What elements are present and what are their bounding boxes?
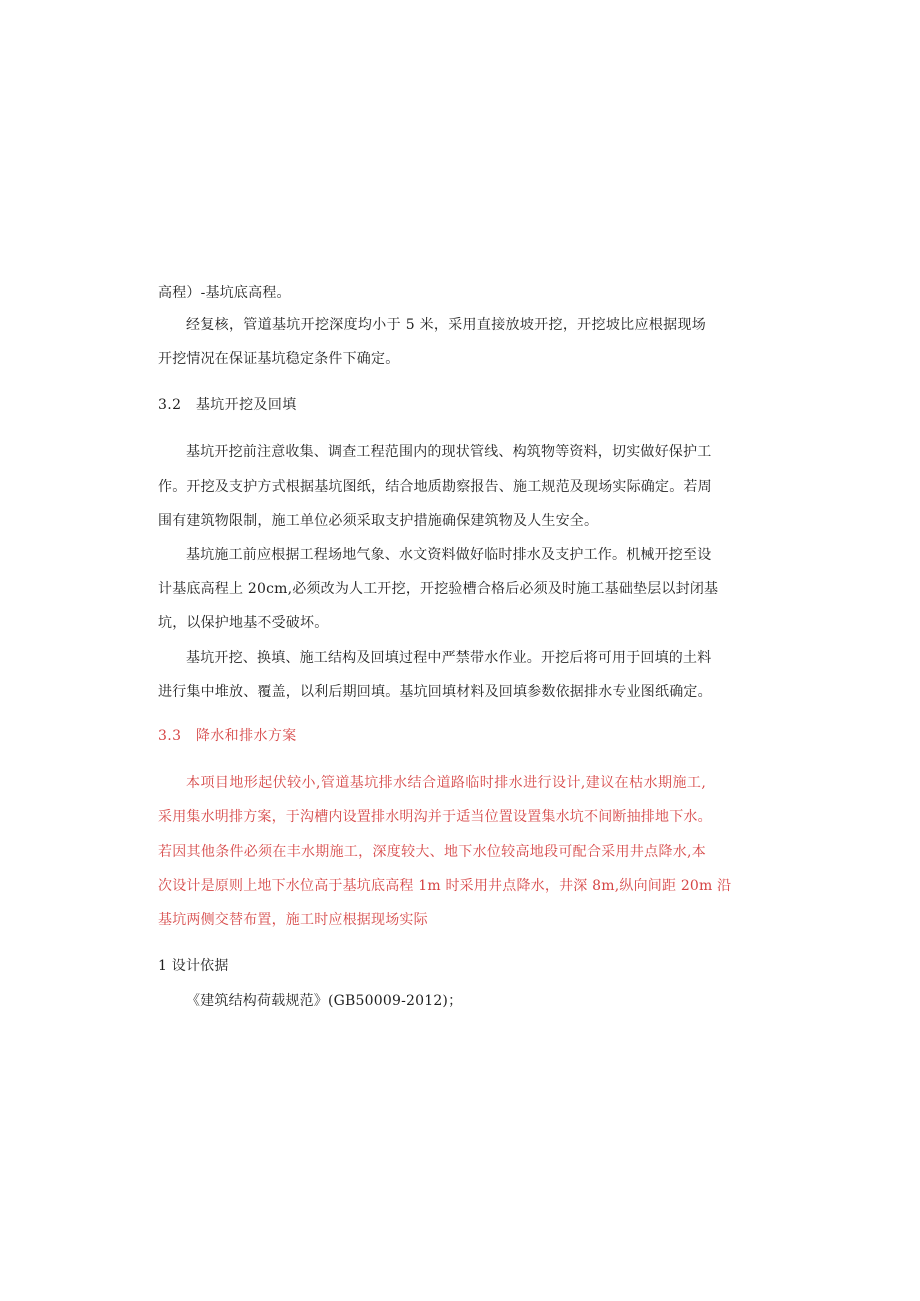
paragraph-drainage-prep-line-2: 计基底高程上 20cm,必须改为人工开挖，开挖验槽合格后必须及时施工基础垫层以封闭基: [158, 581, 719, 597]
section-heading-3-3: 3.3 降水和排水方案: [158, 728, 297, 744]
paragraph-dewatering-line-4: 次设计是原则上地下水位高于基坑底高程 1m 时采用井点降水，井深 8m,纵向间距 20m 沿: [158, 878, 732, 894]
paragraph-backfill-line-1: 基坑开挖、换填、施工结构及回填过程中严禁带水作业。开挖后将可用于回填的土料: [186, 650, 712, 666]
paragraph-excavation-line-3: 围有建筑物限制，施工单位必须采取支护措施确保建筑物及人生安全。: [158, 513, 599, 529]
paragraph-dewatering-line-5: 基坑两侧交替布置，施工时应根据现场实际: [158, 912, 428, 928]
section-heading-3-2: 3.2 基坑开挖及回填: [158, 397, 297, 413]
paragraph-review-line-1: 经复核，管道基坑开挖深度均小于 5 米，采用直接放坡开挖，开挖坡比应根据现场: [186, 317, 706, 333]
paragraph-dewatering-line-2: 采用集水明排方案，于沟槽内设置排水明沟并于适当位置设置集水坑不间断抽排地下水。: [158, 809, 712, 825]
paragraph-drainage-prep-line-1: 基坑施工前应根据工程场地气象、水文资料做好临时排水及支护工作。机械开挖至设: [186, 547, 712, 563]
reference-item-load-code: 《建筑结构荷载规范》(GB50009-2012)；: [186, 993, 463, 1009]
paragraph-backfill-line-2: 进行集中堆放、覆盖，以利后期回填。基坑回填材料及回填参数依据排水专业图纸确定。: [158, 684, 712, 700]
paragraph-dewatering-line-3: 若因其他条件必须在丰水期施工，深度较大、地下水位较高地段可配合采用井点降水,本: [158, 844, 706, 860]
paragraph-excavation-line-2: 作。开挖及支护方式根据基坑图纸，结合地质勘察报告、施工规范及现场实际确定。若周: [158, 479, 712, 495]
section-heading-design-basis: 1 设计依据: [158, 958, 229, 974]
paragraph-drainage-prep-line-3: 坑，以保护地基不受破坏。: [158, 615, 329, 631]
paragraph-dewatering-line-1: 本项目地形起伏较小,管道基坑排水结合道路临时排水进行设计,建议在枯水期施工,: [186, 775, 706, 791]
paragraph-excavation-line-1: 基坑开挖前注意收集、调查工程范围内的现状管线、构筑物等资料，切实做好保护工: [186, 444, 712, 460]
paragraph-elevation-tail: 高程）-基坑底高程。: [158, 285, 291, 301]
paragraph-review-line-2: 开挖情况在保证基坑稳定条件下确定。: [158, 351, 400, 367]
